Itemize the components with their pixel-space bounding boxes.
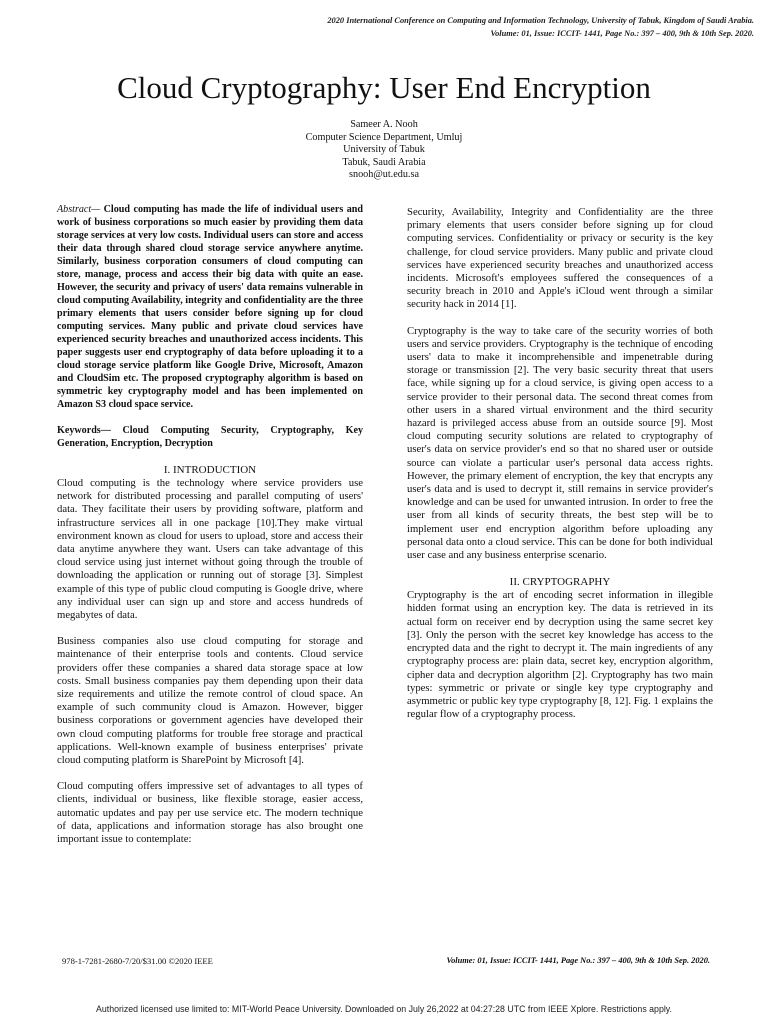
abstract-label: Abstract— xyxy=(57,204,101,215)
paper-title: Cloud Cryptography: User End Encryption xyxy=(117,70,651,105)
abstract xyxy=(57,203,363,411)
right-paragraph-1: Security, Availability, Integrity and Confidentiality are the three primary elements that users consider before signing up for cloud computing services. Confidentiality or privacy or security is the key challenge, for cloud service providers. Many public and private cloud services have experienced security breaches and unauthorized access incidents. Microsoft's employees suffered the consequences of a security breach in 2010 and Apple's iCloud went through a similar security hack in 2014 [1]. xyxy=(407,206,713,311)
introduction-heading: I. INTRODUCTION xyxy=(163,464,257,476)
cryptography-paragraph: Cryptography is the art of encoding secret information in illegible hidden format using an encryption key. The data is retrieved in its actual form on receiver end by decryption using the same secret key [3]. Only the person with the secret key knowledge has access to the encrypted data and the right to decrypt it. The main ingredients of any cryptography process are: plain data, secret key, encryption algorithm, cipher data and decryption algorithm [2]. Cryptography has two main types: symmetric or private or single key type cryptography and asymmetric or public key type cryptography [8, 12]. Fig. 1 explains the regular flow of a cryptography process. xyxy=(407,589,713,721)
keywords xyxy=(57,424,363,450)
footer-isbn: 978-1-7281-2680-7/20/$31.00 ©2020 IEEE xyxy=(62,956,213,966)
intro-paragraph-2: Business companies also use cloud computing for storage and maintenance of their enterprise tools and contents. Cloud service providers offer these companies a shared data storage space at low costs. Small business companies pay them depending upon their data size requirements and utilize the remote control of cloud space. An example of such community cloud is Amazon. However, bigger business corporations or government agencies have developed their own cloud computing platforms for trouble free storage and practical applications. Well-known example of business enterprises' private cloud computing platform is SharePoint by Microsoft [4]. xyxy=(57,635,363,767)
author-block xyxy=(0,119,768,182)
license-notice: Authorized licensed use limited to: MIT-World Peace University. Downloaded on July 26,2022 at 04:27:28 UTC from IEEE Xplore. Restrictions apply. xyxy=(96,1004,672,1014)
author-name: Sameer A. Nooh xyxy=(350,119,418,130)
intro-paragraph-1: Cloud computing is the technology where service providers use network for distributed processing and parallel computing of users' data. They facilitate their users by providing software, platform and infrastructure services all in one package [10].They make virtual environment known as cloud for users to upload, store and access their data anytime anywhere they want. Users can take advantage of this cloud service using just internet without going through the trouble of downloading the application or running out of storage [3]. Simplest example of this type of public cloud computing is Google drive, where any individual user can sign up and store and access hundreds of megabytes of data. xyxy=(57,477,363,622)
author-department: Computer Science Department, Umluj xyxy=(305,131,463,143)
keywords-text: Cloud Computing Security, Cryptography, Key Generation, Encryption, Decryption xyxy=(57,425,363,449)
conference-line: 2020 International Conference on Computing and Information Technology, University of Tabuk, Kingdom of Saudi Arabia. xyxy=(327,16,754,25)
right-paragraph-2: Cryptography is the way to take care of the security worries of both users and service providers. Cryptography is the technique of encoding users' data to make it incomprehensible and impenetrable during storage or transmission [2]. The very basic security threat that users face, while signing up for a cloud service, is giving open access to a service provider to their personal data. The second threat comes from other users in a shared virtual environment and the third security hazard is privileged access abuse from an outside source [9]. Most cloud computing security solutions are related to cryptography of user's data on service provider's end so that no shared user or outside source can violate a particular user's personal data access rights. However, the primary element of encryption, the key that encrypts any user's data and is used to decrypt it, still remains in service provider's knowledge and can be used for unwanted intrusion. In order to free the user from all kinds of security threats, the best step will be to implement user end encryption algorithm before uploading any personal data onto a cloud service. This can be done for both individual user case and any business enterprise scenario. xyxy=(407,324,713,562)
cryptography-heading: II. CRYPTOGRAPHY xyxy=(509,576,611,589)
footer-volume: Volume: 01, Issue: ICCIT- 1441, Page No.: 397 – 400, 9th & 10th Sep. 2020. xyxy=(446,956,710,965)
conference-header xyxy=(54,14,754,40)
right-column xyxy=(407,206,713,721)
author-location: Tabuk, Saudi Arabia xyxy=(342,156,426,168)
author-email: snooh@ut.edu.sa xyxy=(349,169,419,181)
author-university: University of Tabuk xyxy=(343,144,425,156)
volume-line: Volume: 01, Issue: ICCIT- 1441, Page No.: 397 – 400, 9th & 10th Sep. 2020. xyxy=(490,29,754,38)
intro-paragraph-3: Cloud computing offers impressive set of advantages to all types of clients, individual or business, like flexible storage, easier access, automatic updates and pay per use service etc. The modern technique of data, applications and information storage has also brought one important issue to contemplate: xyxy=(57,780,363,846)
left-column xyxy=(57,203,363,846)
abstract-text: Cloud computing has made the life of individual users and work of business corporations so much easier by providing them data storage services at very low costs. Individual users can store and access their data through shared cloud storage service anywhere anytime. Similarly, business corporation consumers of cloud computing can store, manage, process and access their big data with quite an ease. However, the security and privacy of users' data remains vulnerable in cloud computing Availability, integrity and confidentiality are the three primary elements that users consider before signing up for cloud computing services. Many public and private cloud services have experienced security breaches and unauthorized access incidents. This paper suggests user end cryptography of data before uploading it to a cloud storage service platform like Google Drive, Microsoft, Amazon and CloudSim etc. The proposed cryptography algorithm is based on symmetric key cryptography model and has been implemented on Amazon S3 cloud space service. xyxy=(57,204,363,410)
keywords-label: Keywords— xyxy=(57,425,111,436)
